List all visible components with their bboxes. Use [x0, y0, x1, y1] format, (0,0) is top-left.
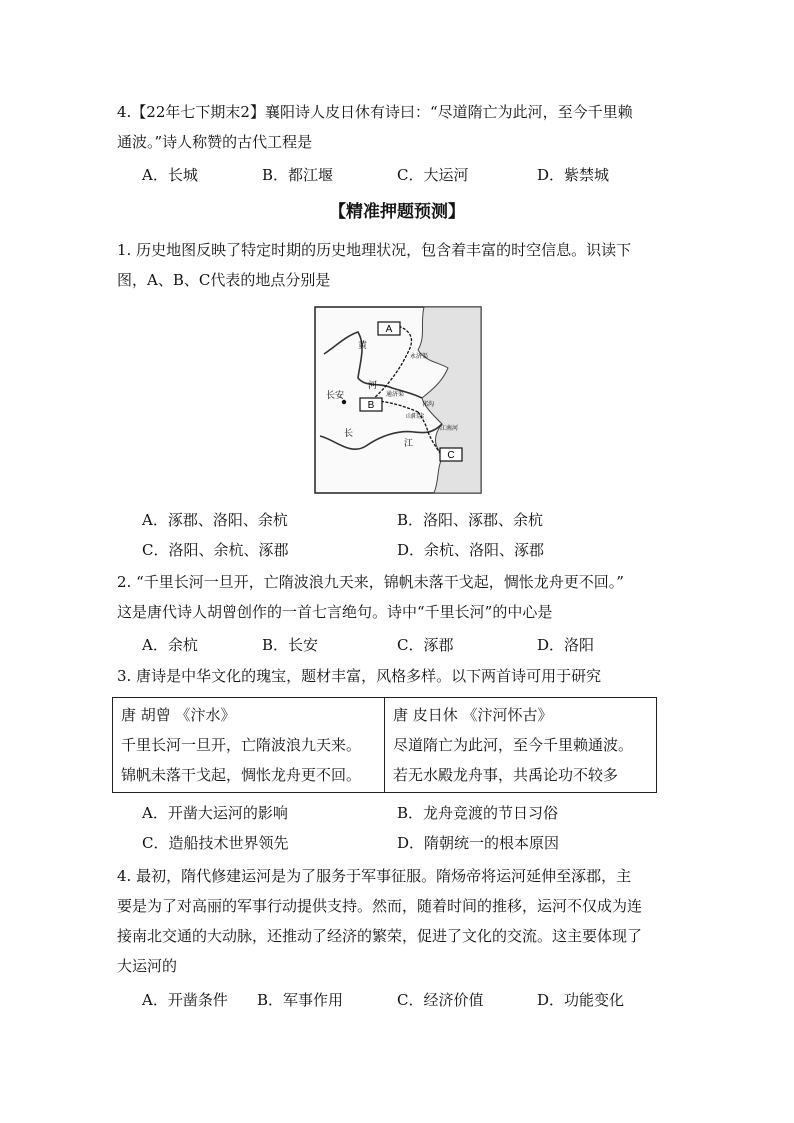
grand-canal-map	[314, 306, 482, 494]
option-a[interactable]: A．开凿大运河的影响	[142, 804, 288, 822]
poem-line: 尽道隋亡为此河，至今千里赖通波。	[393, 736, 634, 754]
canal-label-jiangnan: 江南河	[440, 425, 459, 432]
option-c[interactable]: C．洛阳、余杭、涿郡	[142, 541, 289, 559]
poem-line: 若无水殿龙舟事，共禹论功不较多	[393, 766, 619, 784]
question-text: 图，A、B、C代表的地点分别是	[117, 271, 331, 289]
poem-line: 锦帆未落干戈起，惆怅龙舟更不回。	[121, 766, 362, 784]
question-text: 要是为了对高丽的军事行动提供支持。然而，随着时间的推移，运河不仅成为连	[117, 897, 643, 915]
option-c[interactable]: C．涿郡	[397, 636, 454, 654]
option-d[interactable]: D．洛阳	[537, 636, 595, 654]
question-1	[117, 235, 677, 295]
option-b[interactable]: B．长安	[262, 636, 319, 654]
option-d[interactable]: D．余杭、洛阳、涿郡	[397, 541, 545, 559]
question-text: 3. 唐诗是中华文化的瑰宝，题材丰富，风格多样。以下两首诗可用于研究	[117, 667, 602, 685]
option-c[interactable]: C．造船技术世界领先	[142, 834, 289, 852]
question-2	[117, 567, 677, 627]
question-text: 4. 最初，隋代修建运河是为了服务于军事征服。隋炀帝将运河延伸至涿郡，主	[117, 867, 632, 885]
section-title: 【精准押题预测】	[329, 202, 465, 222]
option-b[interactable]: B．龙舟竞渡的节日习俗	[397, 804, 559, 822]
canal-label-hangou: 邗沟	[422, 401, 435, 408]
label-b: B	[367, 400, 375, 411]
poem-title: 唐 胡曾 《汴水》	[121, 706, 236, 724]
option-b[interactable]: B．洛阳、涿郡、余杭	[397, 511, 544, 529]
city-changan: 长安	[326, 391, 345, 401]
option-c[interactable]: C．经济价值	[397, 991, 484, 1009]
option-a[interactable]: A．余杭	[142, 636, 198, 654]
label-c: C	[447, 450, 455, 461]
option-d[interactable]: D．隋朝统一的根本原因	[397, 834, 560, 852]
poem-left	[113, 698, 385, 793]
question-text: 4.【22年七下期末2】襄阳诗人皮日休有诗曰：“尽道隋亡为此河，至今千里赖	[117, 103, 633, 121]
option-b[interactable]: B．都江堰	[262, 166, 334, 184]
canal-label-yongji: 永济渠	[410, 353, 429, 360]
question-prev-4	[117, 97, 677, 157]
poem-right	[385, 698, 657, 793]
option-d[interactable]: D．紫禁城	[537, 166, 610, 184]
option-a[interactable]: A．涿郡、洛阳、余杭	[142, 511, 288, 529]
question-text: 这是唐代诗人胡曾创作的一首七言绝句。诗中“千里长河”的中心是	[117, 603, 553, 621]
river-label-huang: 黄	[358, 341, 368, 351]
river-label-he: 河	[368, 381, 378, 391]
canal-label-shanyang: 山阳渎	[406, 413, 425, 420]
poems-table	[112, 697, 657, 793]
question-3	[117, 661, 677, 691]
option-d[interactable]: D．功能变化	[537, 991, 625, 1009]
poem-line: 千里长河一旦开，亡隋波浪九天来。	[121, 736, 362, 754]
question-text: 通波。”诗人称赞的古代工程是	[117, 133, 313, 151]
question-text: 2. “千里长河一旦开，亡隋波浪九天来，锦帆未落干戈起，惆怅龙舟更不回。”	[117, 573, 624, 591]
option-a[interactable]: A．开凿条件	[142, 991, 228, 1009]
question-4	[117, 861, 677, 981]
question-text: 接南北交通的大动脉，还推动了经济的繁荣，促进了文化的交流。这主要体现了	[117, 927, 643, 945]
option-b[interactable]: B．军事作用	[257, 991, 344, 1009]
poem-title: 唐 皮日休 《汴河怀古》	[393, 706, 553, 724]
question-text: 1. 历史地图反映了特定时期的历史地理状况，包含着丰富的时空信息。识读下	[117, 241, 632, 259]
river-label-jiang: 江	[404, 439, 414, 449]
canal-label-tongji: 通济渠	[386, 391, 405, 398]
label-a: A	[385, 324, 393, 335]
option-c[interactable]: C．大运河	[397, 166, 469, 184]
option-a[interactable]: A．长城	[142, 166, 198, 184]
question-text: 大运河的	[117, 957, 178, 975]
river-label-chang: 长	[344, 429, 354, 439]
